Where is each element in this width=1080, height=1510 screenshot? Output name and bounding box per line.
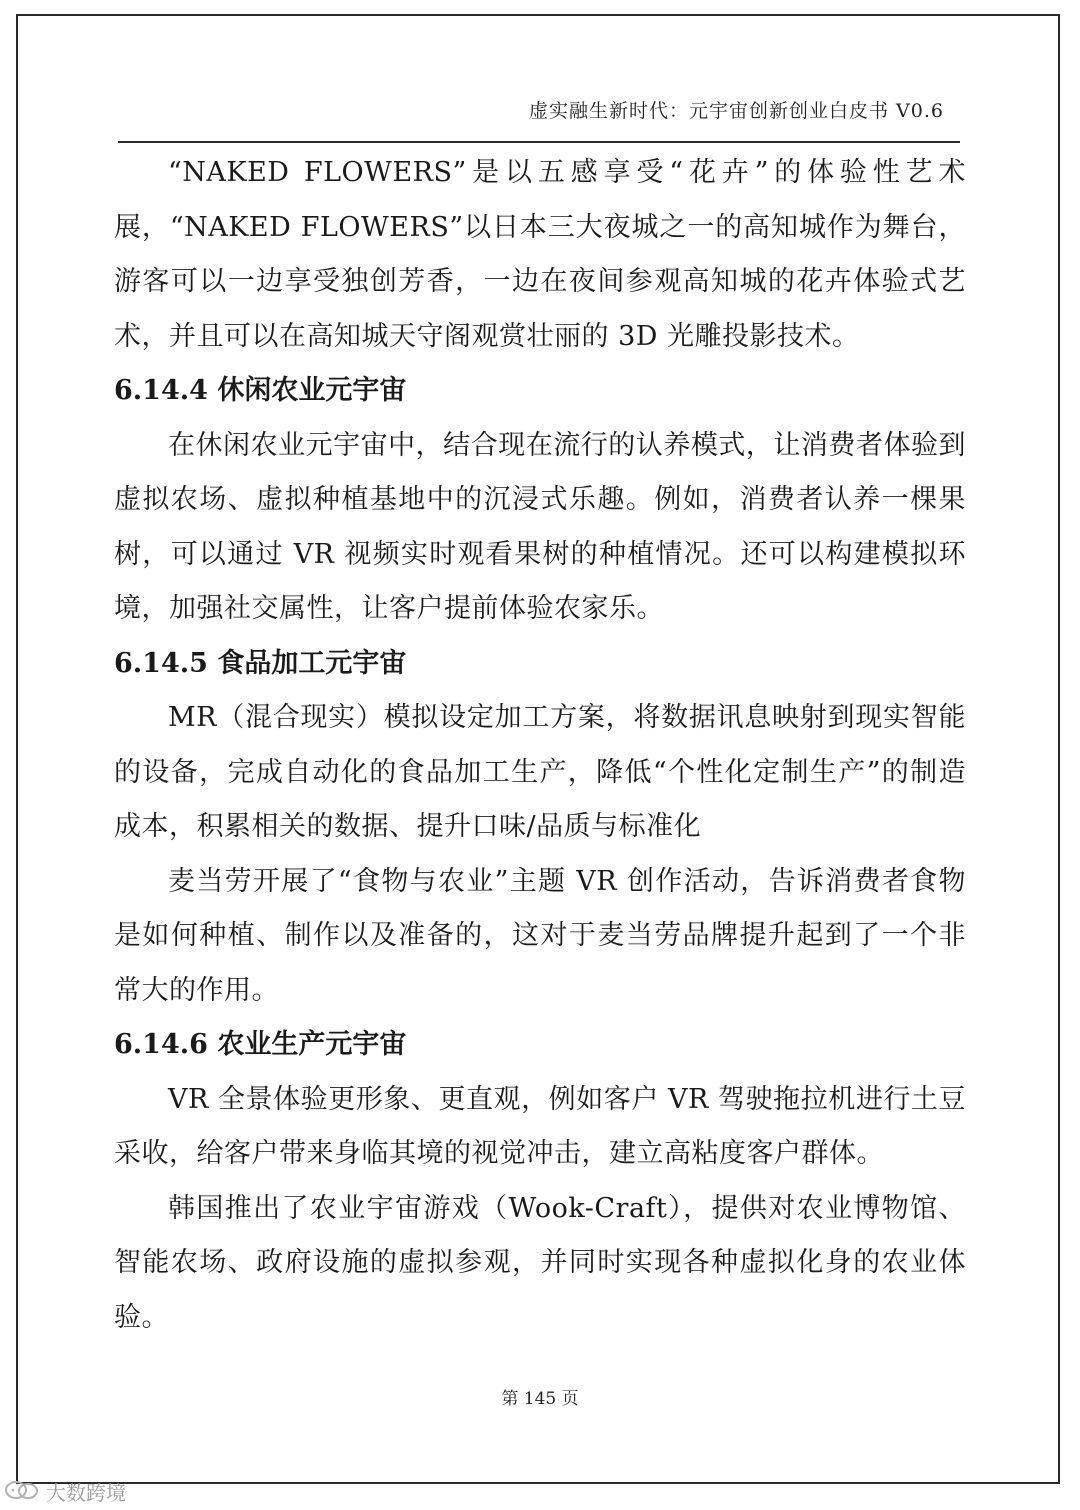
speech-bubble-icon: [4, 1479, 40, 1503]
heading-6-14-4: 6.14.4 休闲农业元宇宙: [114, 375, 407, 406]
header-rule: [118, 141, 960, 143]
intro-paragraph: “NAKED FLOWERS”是以五感享受“花卉”的体验性艺术展，“NAKED FLOWERS”以日本三大夜城之一的高知城作为舞台，游客可以一边享受独创芳香，一边在夜间参观高知城的花卉体验式艺术，并且可以在高知城天守阁观赏壮丽的 3D 光雕投影技术。: [114, 157, 966, 352]
watermark-text: 大数跨境: [46, 1480, 126, 1505]
paragraph-6-14-5-a: MR（混合现实）模拟设定加工方案，将数据讯息映射到现实智能的设备，完成自动化的食品加工生产，降低“个性化定制生产”的制造成本，积累相关的数据、提升口味/品质与标准化: [114, 702, 966, 842]
heading-6-14-6: 6.14.6 农业生产元宇宙: [114, 1029, 407, 1060]
page-number: 第 145 页: [501, 1389, 579, 1409]
heading-6-14-5: 6.14.5 食品加工元宇宙: [114, 647, 407, 679]
paragraph-6-14-6-a: VR 全景体验更形象、更直观，例如客户 VR 驾驶拖拉机进行土豆采收，给客户带来身临其境的视觉冲击，建立高粘度客户群体。: [114, 1083, 966, 1169]
page-content: [114, 146, 966, 1345]
header-title: 虚实融生新时代：元宇宙创新创业白皮书 V0.6: [529, 100, 944, 122]
paragraph-6-14-4: 在休闲农业元宇宙中，结合现在流行的认养模式，让消费者体验到虚拟农场、虚拟种植基地中的沉浸式乐趣。例如，消费者认养一棵果树，可以通过 VR 视频实时观看果树的种植情况。还可以构建模拟环境，加强社交属性，让客户提前体验农家乐。: [114, 429, 966, 624]
watermark: [4, 1476, 126, 1506]
paragraph-6-14-6-b: 韩国推出了农业宇宙游戏（Wook-Craft），提供对农业博物馆、智能农场、政府设施的虚拟参观，并同时实现各种虚拟化身的农业体验。: [114, 1192, 966, 1333]
paragraph-6-14-5-b: 麦当劳开展了“食物与农业”主题 VR 创作活动，告诉消费者食物是如何种植、制作以及准备的，这对于麦当劳品牌提升起到了一个非常大的作用。: [114, 865, 966, 1006]
